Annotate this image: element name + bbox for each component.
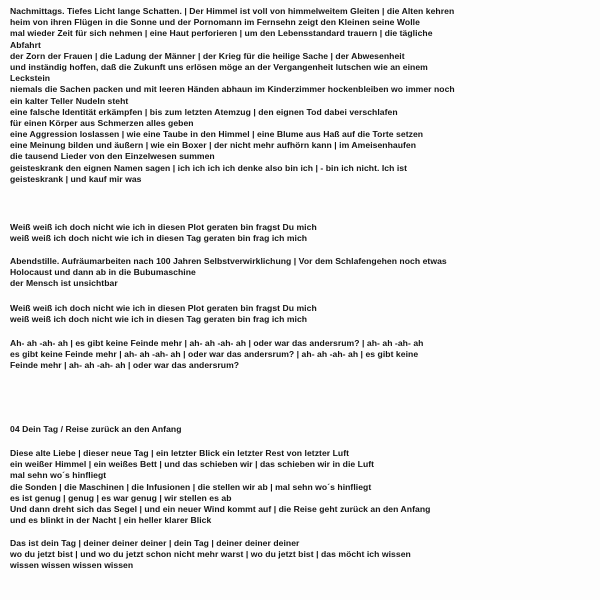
refrain-first — [10, 222, 590, 244]
text-line: Leckstein — [10, 73, 51, 84]
text-line: Weiß weiß ich doch nicht wie ich in diesen Plot geraten bin fragst Du mich — [10, 303, 317, 313]
text-line: heim von ihren Flügen in die Sonne und der Pornomann im Fernsehn zeigt den Kleinen seine Wolle — [10, 17, 420, 28]
track-title: 04 Dein Tag / Reise zurück an den Anfang — [10, 424, 182, 434]
verse-dein-tag — [10, 448, 590, 526]
text-line: Und dann dreht sich das Segel | und ein neuer Wind kommt auf | die Reise geht zurück an den Anfang — [10, 503, 431, 514]
verse-afternoon — [10, 6, 590, 185]
text-line: ein kalter Teller Nudeln steht — [10, 95, 129, 106]
refrain-second — [10, 303, 590, 325]
text-line: weiß weiß ich doch nicht wie ich in diesen Tag geraten bin frag ich mich — [10, 314, 308, 325]
text-line: ein weißer Himmel | ein weißes Bett | und das schieben wir | das schieben wir in die Luft — [10, 459, 375, 470]
text-line: Ah- ah -ah- ah | es gibt keine Feinde mehr | ah- ah -ah- ah | oder war das andersrum? | ah- ah -ah- ah — [10, 338, 424, 348]
text-line: niemals die Sachen packen und mit leeren Händen abhaun im Kinderzimmer hockenbleiben wo immer noch — [10, 84, 455, 95]
text-line: es ist genug | genug | es war genug | wir stellen es ab — [10, 492, 232, 503]
text-line: weiß weiß ich doch nicht wie ich in diesen Tag geraten bin frag ich mich — [10, 233, 308, 244]
verse-evening — [10, 256, 590, 290]
text-line: der Zorn der Frauen | die Ladung der Männer | der Krieg für die heilige Sache | der Abwesenheit — [10, 50, 405, 61]
text-line: eine falsche Identität erkämpfen | bis zum letzten Atemzug | den eignen Tod dabei verschlafen — [10, 106, 398, 117]
text-line: geisteskrank | und kauf mir was — [10, 173, 142, 184]
text-line: und es blinkt in der Nacht | ein heller klarer Blick — [10, 515, 212, 526]
text-line: Abendstille. Aufräumarbeiten nach 100 Jahren Selbstverwirklichung | Vor dem Schlafengehen noch etwas — [10, 256, 447, 266]
text-line: es gibt keine Feinde mehr | ah- ah -ah- ah | oder war das andersrum? | ah- ah -ah- ah | es gibt keine — [10, 349, 419, 360]
text-line: die Sonden | die Maschinen | die Infusionen | die stellen wir ab | mal sehn wo´s hinfliegt — [10, 481, 372, 492]
text-line: Holocaust und dann ab in die Bubumaschine — [10, 267, 196, 278]
text-line: Nachmittags. Tiefes Licht lange Schatten. | Der Himmel ist voll von himmelweitem Gleiten | die Alten kehren — [10, 6, 455, 16]
text-line: eine Aggression loslassen | wie eine Taube in den Himmel | eine Blume aus Haß auf die Torte setzen — [10, 129, 424, 140]
text-line: wissen wissen wissen wissen — [10, 560, 134, 571]
text-line: Weiß weiß ich doch nicht wie ich in diesen Plot geraten bin fragst Du mich — [10, 222, 317, 232]
text-line: für einen Körper aus Schmerzen alles geben — [10, 117, 194, 128]
text-line: der Mensch ist unsichtbar — [10, 278, 118, 289]
text-line: Feinde mehr | ah- ah -ah- ah | oder war das andersrum? — [10, 360, 240, 371]
text-line: Diese alte Liebe | dieser neue Tag | ein letzter Blick ein letzter Rest von letzter Luft — [10, 448, 350, 458]
chorus-dein-tag — [10, 538, 590, 572]
text-line: die tausend Lieder von den Einzelwesen summen — [10, 151, 215, 162]
chorus-feinde — [10, 338, 590, 372]
text-line: Das ist dein Tag | deiner deiner deiner | dein Tag | deiner deiner deiner — [10, 538, 300, 548]
text-line: Abfahrt — [10, 39, 41, 50]
text-line: wo du jetzt bist | und wo du jetzt schon nicht mehr warst | wo du jetzt bist | das möcht ich wissen — [10, 549, 411, 560]
text-line: mal wieder Zeit für sich nehmen | eine Haut perforieren | um den Lebensstandard trauern | die tägliche — [10, 28, 433, 39]
text-line: geisteskrank den eignen Namen sagen | ich ich ich ich denke also bin ich | - bin ich nicht. Ich ist — [10, 162, 408, 173]
text-line: eine Meinung bilden und äußern | wie ein Boxer | der nicht mehr aufhörn kann | im Ameisenhaufen — [10, 140, 417, 151]
text-line: mal sehn wo´s hinfliegt — [10, 470, 107, 481]
text-line: und inständig hoffen, daß die Zukunft uns erlösen möge an der Vergangenheit lutschen wie an einem — [10, 61, 428, 72]
track-heading — [10, 424, 590, 435]
